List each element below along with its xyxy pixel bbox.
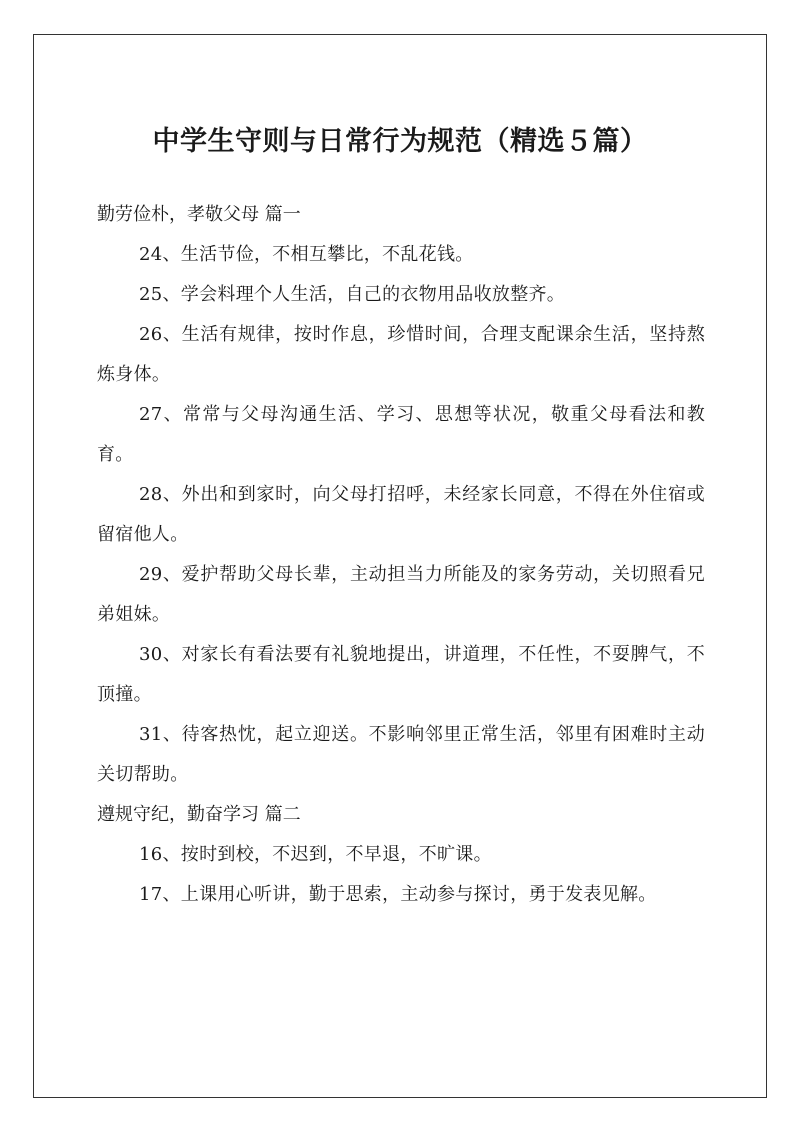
- document-title: 中学生守则与日常行为规范（精选５篇）: [152, 126, 648, 157]
- rule-item: 29、爱护帮助父母长辈，主动担当力所能及的家务劳动，关切照看兄弟姐妹。: [97, 564, 705, 625]
- rule-item: 27、常常与父母沟通生活、学习、思想等状况，敬重父母看法和教育。: [97, 404, 705, 465]
- rule-item: 26、生活有规律，按时作息，珍惜时间，合理支配课余生活，坚持熬炼身体。: [97, 324, 705, 385]
- document-body: [97, 195, 705, 915]
- rule-item: 24、生活节俭，不相互攀比，不乱花钱。: [139, 244, 474, 265]
- section-heading: 遵规守纪，勤奋学习 篇二: [97, 804, 301, 825]
- rule-item: 16、按时到校，不迟到，不早退，不旷课。: [139, 844, 492, 865]
- rule-item: 25、学会料理个人生活，自己的衣物用品收放整齐。: [139, 284, 566, 305]
- rule-item: 30、对家长有看法要有礼貌地提出，讲道理，不任性，不耍脾气，不顶撞。: [97, 644, 705, 705]
- rule-item: 31、待客热忱，起立迎送。不影响邻里正常生活，邻里有困难时主动关切帮助。: [97, 724, 705, 785]
- rule-item: 17、上课用心听讲，勤于思索，主动参与探讨，勇于发表见解。: [139, 884, 657, 905]
- section-heading: 勤劳俭朴，孝敬父母 篇一: [97, 204, 301, 225]
- rule-item: 28、外出和到家时，向父母打招呼，未经家长同意，不得在外住宿或留宿他人。: [97, 484, 705, 545]
